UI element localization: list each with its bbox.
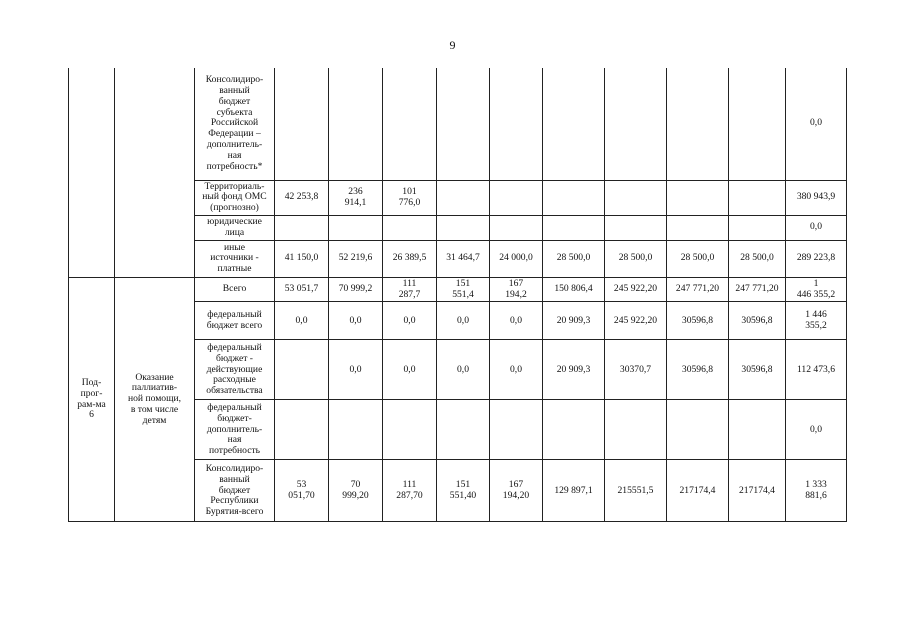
- value-cell: [543, 68, 605, 180]
- value-cell: [667, 215, 729, 240]
- value-cell: [729, 68, 786, 180]
- value-cell: [329, 400, 383, 460]
- value-cell: [490, 400, 543, 460]
- funding-source-cell: иные источники - платные: [195, 240, 275, 277]
- value-cell: 1 333 881,6: [786, 460, 847, 522]
- value-cell: 217174,4: [729, 460, 786, 522]
- value-cell: 0,0: [437, 340, 490, 400]
- value-cell: 26 389,5: [383, 240, 437, 277]
- value-cell: [275, 68, 329, 180]
- top-block: [69, 68, 847, 277]
- value-cell: [543, 180, 605, 215]
- value-cell: [605, 180, 667, 215]
- value-cell: [605, 400, 667, 460]
- funding-source-cell: федеральный бюджет- дополнитель- ная потребность: [195, 400, 275, 460]
- value-cell: [605, 215, 667, 240]
- value-cell: 247 771,20: [667, 277, 729, 302]
- value-cell: 1 446 355,2: [786, 277, 847, 302]
- value-cell: 167 194,20: [490, 460, 543, 522]
- value-cell: 30370,7: [605, 340, 667, 400]
- value-cell: [329, 215, 383, 240]
- continuation-name-cell: [115, 68, 195, 277]
- funding-source-cell: юридические лица: [195, 215, 275, 240]
- value-cell: 24 000,0: [490, 240, 543, 277]
- value-cell: 0,0: [329, 340, 383, 400]
- value-cell: 53 051,70: [275, 460, 329, 522]
- value-cell: [437, 68, 490, 180]
- value-cell: [490, 180, 543, 215]
- value-cell: 112 473,6: [786, 340, 847, 400]
- value-cell: 30596,8: [667, 302, 729, 340]
- value-cell: [667, 400, 729, 460]
- funding-source-cell: Консолидиро- ванный бюджет Республики Бурятия-всего: [195, 460, 275, 522]
- value-cell: 289 223,8: [786, 240, 847, 277]
- value-cell: 0,0: [383, 340, 437, 400]
- value-cell: [437, 215, 490, 240]
- value-cell: [437, 180, 490, 215]
- value-cell: 30596,8: [667, 340, 729, 400]
- value-cell: [437, 400, 490, 460]
- value-cell: 28 500,0: [729, 240, 786, 277]
- value-cell: 217174,4: [667, 460, 729, 522]
- value-cell: [275, 215, 329, 240]
- value-cell: 20 909,3: [543, 340, 605, 400]
- value-cell: 150 806,4: [543, 277, 605, 302]
- value-cell: 20 909,3: [543, 302, 605, 340]
- value-cell: 151 551,40: [437, 460, 490, 522]
- subprogram-name: Оказание паллиатив- ной помощи, в том числе детям: [115, 277, 195, 522]
- subprogram-6-block: [69, 277, 847, 522]
- value-cell: [490, 215, 543, 240]
- value-cell: [729, 180, 786, 215]
- value-cell: [605, 68, 667, 180]
- value-cell: 380 943,9: [786, 180, 847, 215]
- value-cell: 0,0: [329, 302, 383, 340]
- value-cell: 245 922,20: [605, 302, 667, 340]
- value-cell: [729, 215, 786, 240]
- value-cell: 42 253,8: [275, 180, 329, 215]
- value-cell: [667, 180, 729, 215]
- value-cell: 1 446 355,2: [786, 302, 847, 340]
- value-cell: 28 500,0: [543, 240, 605, 277]
- table-row: [69, 277, 847, 302]
- value-cell: 111 287,7: [383, 277, 437, 302]
- funding-source-cell: Всего: [195, 277, 275, 302]
- value-cell: 0,0: [786, 68, 847, 180]
- value-cell: 111 287,70: [383, 460, 437, 522]
- value-cell: 28 500,0: [667, 240, 729, 277]
- subprogram-label: Под- прог- рам-ма 6: [69, 277, 115, 522]
- funding-source-cell: Консолидиро- ванный бюджет субъекта Российской Федерации – дополнитель- ная потребность*: [195, 68, 275, 180]
- value-cell: [383, 68, 437, 180]
- funding-source-cell: Территориаль- ный фонд ОМС (прогнозно): [195, 180, 275, 215]
- value-cell: 151 551,4: [437, 277, 490, 302]
- value-cell: 0,0: [786, 215, 847, 240]
- value-cell: 0,0: [490, 302, 543, 340]
- value-cell: 41 150,0: [275, 240, 329, 277]
- value-cell: [275, 340, 329, 400]
- value-cell: 52 219,6: [329, 240, 383, 277]
- value-cell: [667, 68, 729, 180]
- budget-table: [68, 68, 847, 522]
- value-cell: 129 897,1: [543, 460, 605, 522]
- table-row: [69, 68, 847, 180]
- value-cell: 70 999,20: [329, 460, 383, 522]
- value-cell: 0,0: [490, 340, 543, 400]
- value-cell: 0,0: [383, 302, 437, 340]
- value-cell: 167 194,2: [490, 277, 543, 302]
- funding-source-cell: федеральный бюджет - действующие расходные обязательства: [195, 340, 275, 400]
- value-cell: 28 500,0: [605, 240, 667, 277]
- value-cell: [543, 215, 605, 240]
- continuation-program-cell: [69, 68, 115, 277]
- value-cell: [729, 400, 786, 460]
- value-cell: [275, 400, 329, 460]
- value-cell: 236 914,1: [329, 180, 383, 215]
- value-cell: [329, 68, 383, 180]
- value-cell: [490, 68, 543, 180]
- value-cell: [543, 400, 605, 460]
- value-cell: 70 999,2: [329, 277, 383, 302]
- value-cell: 53 051,7: [275, 277, 329, 302]
- value-cell: 30596,8: [729, 340, 786, 400]
- value-cell: 31 464,7: [437, 240, 490, 277]
- page-number: 9: [449, 38, 456, 52]
- value-cell: [383, 215, 437, 240]
- funding-source-cell: федеральный бюджет всего: [195, 302, 275, 340]
- value-cell: 0,0: [275, 302, 329, 340]
- value-cell: 0,0: [786, 400, 847, 460]
- value-cell: 215551,5: [605, 460, 667, 522]
- value-cell: 247 771,20: [729, 277, 786, 302]
- value-cell: 0,0: [437, 302, 490, 340]
- value-cell: 245 922,20: [605, 277, 667, 302]
- value-cell: 30596,8: [729, 302, 786, 340]
- value-cell: 101 776,0: [383, 180, 437, 215]
- value-cell: [383, 400, 437, 460]
